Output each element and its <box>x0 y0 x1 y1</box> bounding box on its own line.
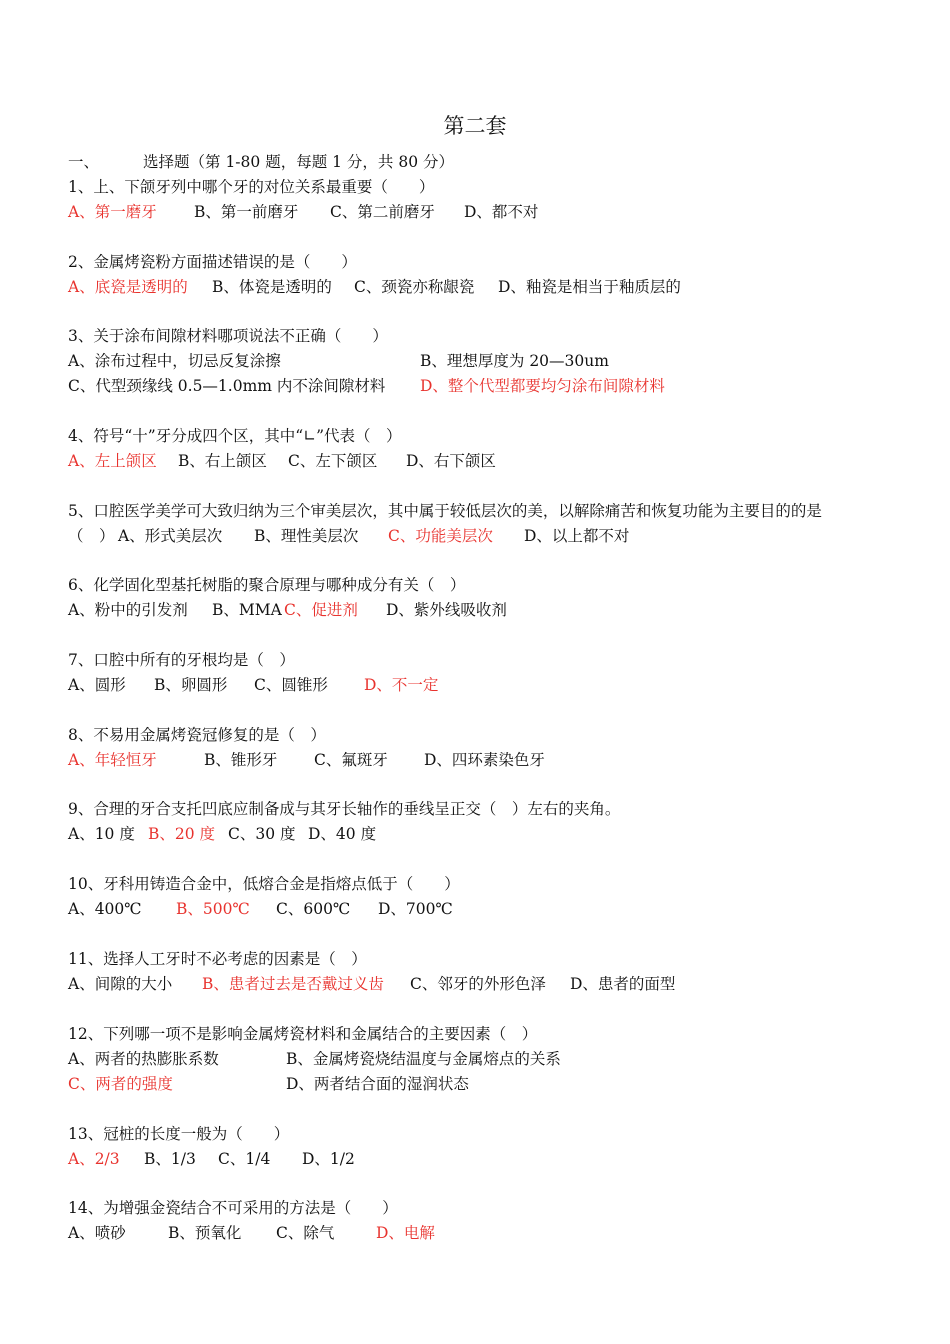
section-label: 选择题（第 1-80 题，每题 1 分，共 80 分） <box>143 153 454 171</box>
option-d: D、患者的面型 <box>570 975 676 993</box>
option-b: B、MMA <box>212 601 282 619</box>
question-stem: 8、不易用金属烤瓷冠修复的是（ ） <box>68 726 326 744</box>
option-d: D、两者结合面的湿润状态 <box>286 1075 469 1093</box>
option-a: A、形式美层次 <box>118 527 223 545</box>
option-c: C、30 度 <box>228 825 296 843</box>
option-a: A、10 度 <box>68 825 135 843</box>
option-d: D、紫外线吸收剂 <box>386 601 507 619</box>
question-stem: 6、化学固化型基托树脂的聚合原理与哪种成分有关（ ） <box>68 576 466 594</box>
section-number: 一、 <box>68 153 100 171</box>
option-b: B、理想厚度为 20—30um <box>420 352 609 370</box>
option-a: A、粉中的引发剂 <box>68 601 188 619</box>
option-c: C、代型颈缘线 0.5—1.0mm 内不涂间隙材料 <box>68 377 386 395</box>
option-d: D、不一定 <box>364 676 439 694</box>
option-d: D、以上都不对 <box>524 527 630 545</box>
option-a: A、涂布过程中，切忌反复涂擦 <box>68 352 281 370</box>
option-b: B、体瓷是透明的 <box>212 278 332 296</box>
option-c: C、除气 <box>276 1224 335 1242</box>
question-stem: 3、关于涂布间隙材料哪项说法不正确（ ） <box>68 327 388 345</box>
option-b: B、右上颌区 <box>178 452 267 470</box>
question-stem: 5、口腔医学美学可大致归纳为三个审美层次，其中属于较低层次的美，以解除痛苦和恢复功能为主要目的的是 <box>68 502 822 520</box>
option-a: A、2/3 <box>68 1150 120 1168</box>
option-a: A、喷砂 <box>68 1224 126 1242</box>
question-stem: 4、符号“十”牙分成四个区，其中“∟”代表（ ） <box>68 427 402 445</box>
option-c: C、两者的强度 <box>68 1075 173 1093</box>
option-a: A、年轻恒牙 <box>68 751 157 769</box>
question-stem: 11、选择人工牙时不必考虑的因素是（ ） <box>68 950 367 968</box>
question-stem: 13、冠桩的长度一般为（ ） <box>68 1125 290 1143</box>
option-c: C、邻牙的外形色泽 <box>410 975 546 993</box>
question-stem: 1、上、下颌牙列中哪个牙的对位关系最重要（ ） <box>68 178 435 196</box>
question-stem: 7、口腔中所有的牙根均是（ ） <box>68 651 295 669</box>
option-d: D、右下颌区 <box>406 452 496 470</box>
option-a: A、底瓷是透明的 <box>68 278 188 296</box>
section-header <box>68 151 454 173</box>
option-b: B、预氧化 <box>168 1224 242 1242</box>
option-d: D、四环素染色牙 <box>424 751 545 769</box>
option-b: B、金属烤瓷烧结温度与金属熔点的关系 <box>286 1050 561 1068</box>
option-c: C、600℃ <box>276 900 351 918</box>
question-stem: 10、牙科用铸造合金中，低熔合金是指熔点低于（ ） <box>68 875 460 893</box>
option-c: C、1/4 <box>218 1150 271 1168</box>
option-d: D、40 度 <box>308 825 377 843</box>
option-a: A、第一磨牙 <box>68 203 157 221</box>
option-c: C、功能美层次 <box>388 527 493 545</box>
option-c: C、第二前磨牙 <box>330 203 435 221</box>
option-c: C、左下颌区 <box>288 452 378 470</box>
option-d: D、整个代型都要均匀涂布间隙材料 <box>420 377 665 395</box>
option-b: B、500℃ <box>176 900 250 918</box>
option-c: C、圆锥形 <box>254 676 328 694</box>
option-d: D、电解 <box>376 1224 435 1242</box>
option-a: A、400℃ <box>68 900 142 918</box>
option-a: A、间隙的大小 <box>68 975 173 993</box>
option-a: A、左上颌区 <box>68 452 157 470</box>
option-d: D、釉瓷是相当于釉质层的 <box>498 278 681 296</box>
option-b: B、患者过去是否戴过义齿 <box>202 975 384 993</box>
option-b: B、1/3 <box>144 1150 196 1168</box>
option-b: B、20 度 <box>148 825 216 843</box>
option-d: D、1/2 <box>302 1150 355 1168</box>
option-a: A、圆形 <box>68 676 126 694</box>
option-b: B、理性美层次 <box>254 527 359 545</box>
option-b: B、第一前磨牙 <box>194 203 299 221</box>
option-c: C、促进剂 <box>284 601 358 619</box>
option-d: D、都不对 <box>464 203 539 221</box>
question-stem: 9、合理的牙合支托凹底应制备成与其牙长轴作的垂线呈正交（ ）左右的夹角。 <box>68 800 621 818</box>
question-stem-continuation: （ ） <box>68 527 115 545</box>
question-stem: 14、为增强金瓷结合不可采用的方法是（ ） <box>68 1199 398 1217</box>
option-c: C、氟斑牙 <box>314 751 388 769</box>
option-c: C、颈瓷亦称龈瓷 <box>354 278 475 296</box>
option-b: B、卵圆形 <box>154 676 228 694</box>
question-stem: 12、下列哪一项不是影响金属烤瓷材料和金属结合的主要因素（ ） <box>68 1025 538 1043</box>
option-b: B、锥形牙 <box>204 751 278 769</box>
document-title: 第二套 <box>443 114 507 138</box>
option-a: A、两者的热膨胀系数 <box>68 1050 219 1068</box>
option-d: D、700℃ <box>378 900 453 918</box>
question-stem: 2、金属烤瓷粉方面描述错误的是（ ） <box>68 253 357 271</box>
